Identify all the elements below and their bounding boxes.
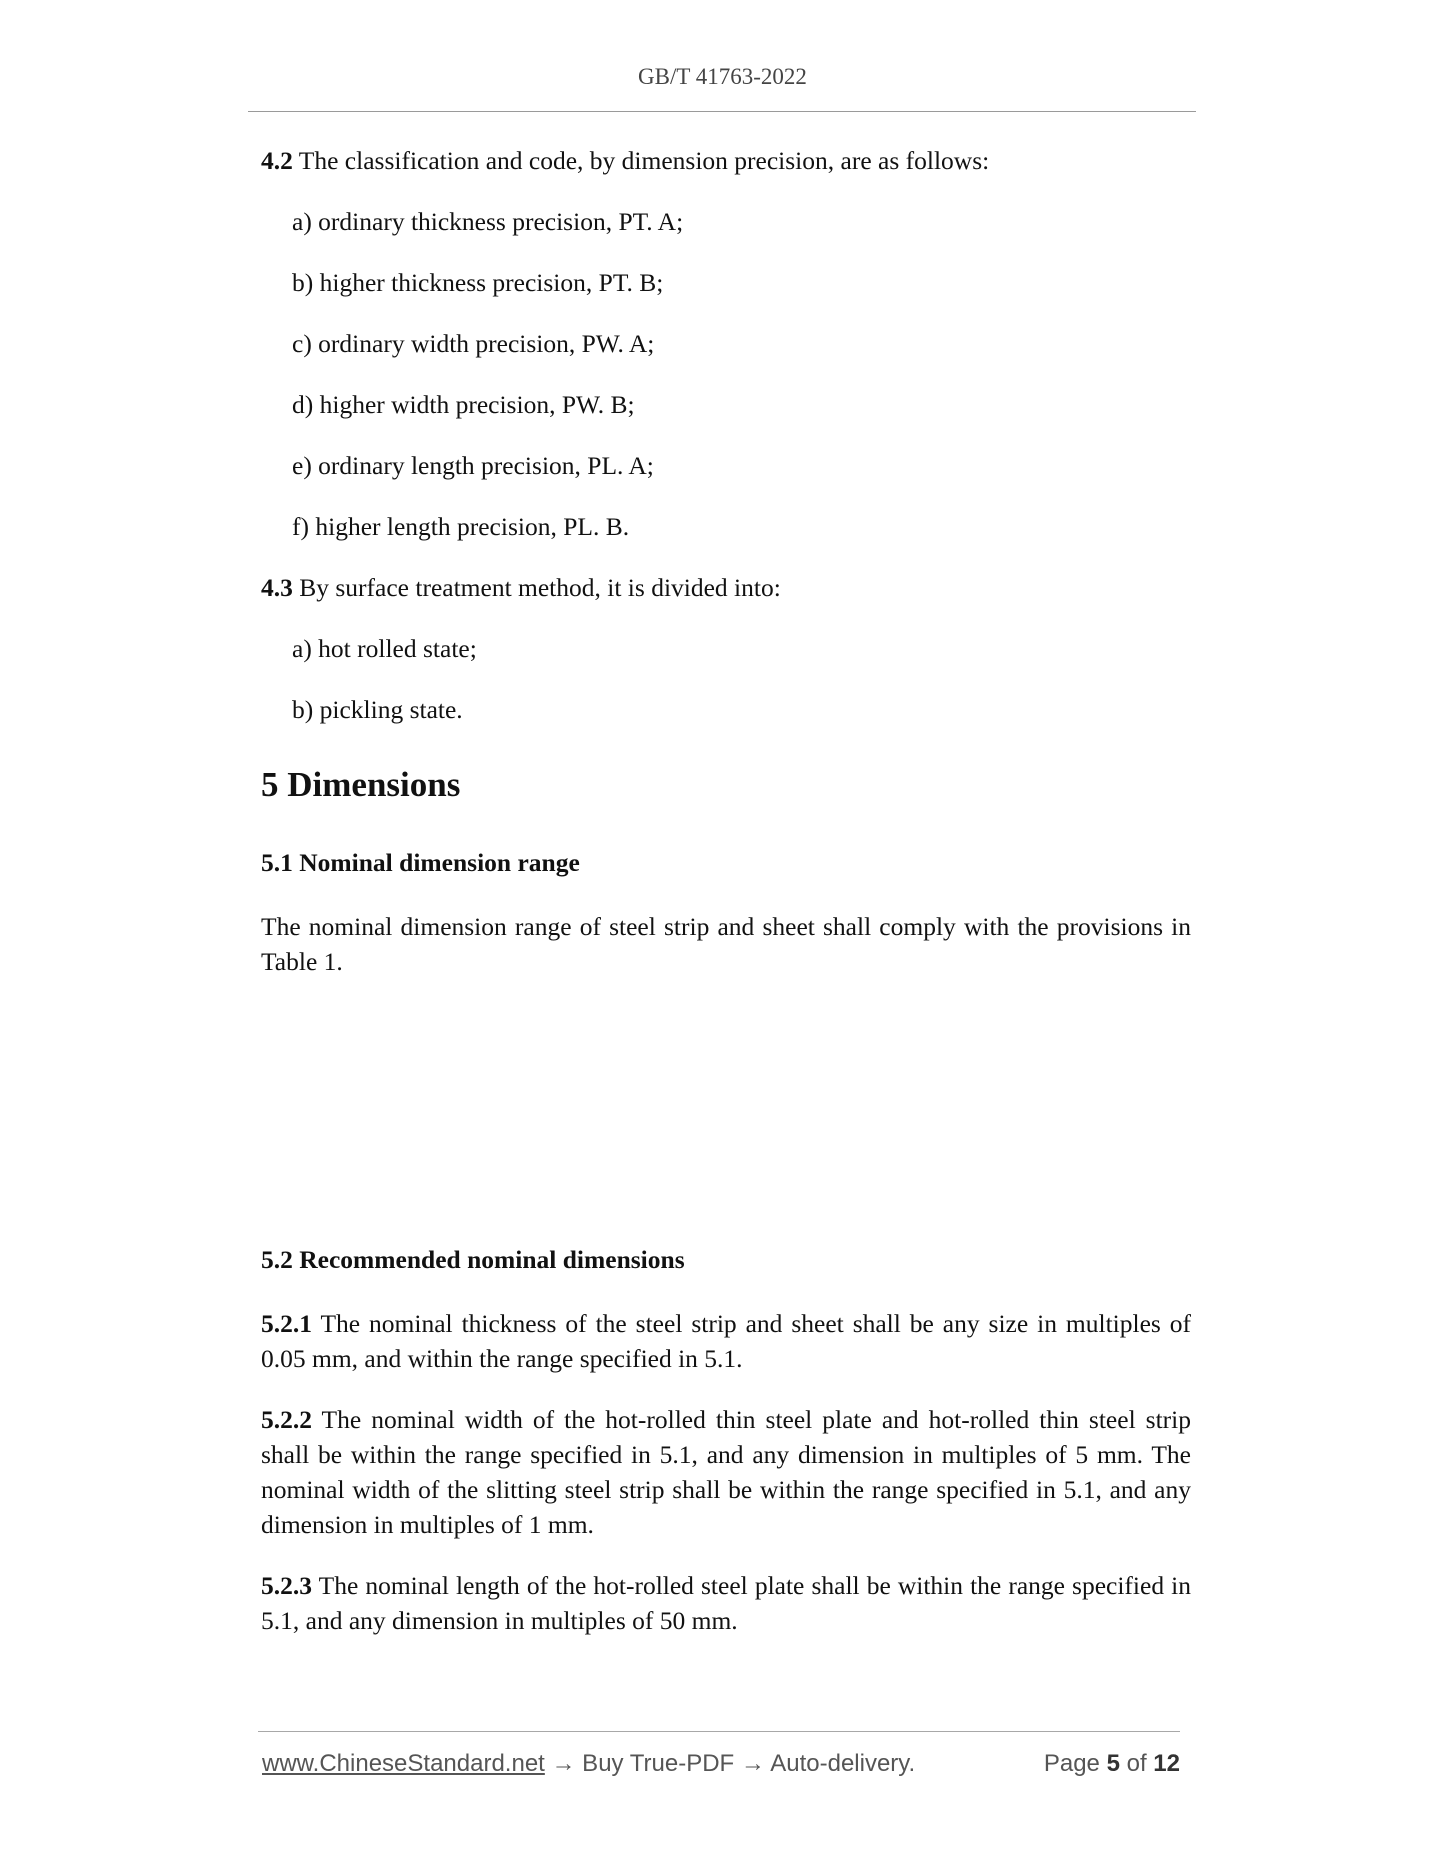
list-item: c) ordinary width precision, PW. A; [292, 329, 655, 358]
page-total: 12 [1153, 1750, 1180, 1777]
page-number: 5 [1106, 1750, 1120, 1777]
clause-4-3 [261, 570, 1191, 605]
clause-text: The nominal width of the hot-rolled thin steel plate and hot-rolled thin steel strip shall be within the range specified in 5.1, and any dimension in multiples of 5 mm. The nominal width of the slitting steel strip shall be within the range specified in 5.1, and any dimension in multiples of 1 mm. [261, 1405, 1191, 1539]
clause-number: 5.2.1 [261, 1309, 312, 1338]
list-item: d) higher width precision, PW. B; [292, 390, 635, 419]
clause-text: By surface treatment method, it is divided into: [292, 573, 781, 602]
page-indicator [1044, 1750, 1180, 1778]
list-item: a) ordinary thickness precision, PT. A; [292, 207, 684, 236]
delivery-text: Auto-delivery. [770, 1750, 916, 1777]
list-item: e) ordinary length precision, PL. A; [292, 451, 654, 480]
clause-4-2 [261, 143, 1191, 178]
paragraph: The nominal dimension range of steel strip and sheet shall comply with the provisions in Table 1. [261, 912, 1191, 976]
clause-number: 4.3 [261, 573, 293, 602]
clause-number: 5.2.2 [261, 1405, 312, 1434]
page-footer [262, 1750, 1180, 1780]
clause-5-2-2 [261, 1402, 1191, 1542]
list-item: f) higher length precision, PL. B. [292, 512, 630, 541]
website-link[interactable]: www.ChineseStandard.net [262, 1750, 545, 1777]
clause-number: 4.2 [261, 146, 293, 175]
clause-text: The classification and code, by dimension precision, are as follows: [292, 146, 990, 175]
of-label: of [1126, 1750, 1147, 1777]
clause-text: The nominal thickness of the steel strip and sheet shall be any size in multiples of 0.05 mm, and within the range specified in 5.1. [261, 1309, 1191, 1373]
list-item: b) pickling state. [292, 695, 463, 724]
footer-rule [258, 1731, 1180, 1732]
header-rule [248, 111, 1196, 112]
footer-promo [262, 1750, 915, 1778]
clause-text: The nominal length of the hot-rolled steel plate shall be within the range specified in 5.1, and any dimension in multiples of 50 mm. [261, 1571, 1191, 1635]
page-header: GB/T 41763-2022 [638, 64, 807, 89]
section-heading: 5 Dimensions [261, 765, 461, 804]
subsection-heading: 5.1 Nominal dimension range [261, 848, 580, 877]
clause-number: 5.2.3 [261, 1571, 312, 1600]
clause-5-2-1 [261, 1306, 1191, 1376]
buy-text: → Buy True-PDF → [544, 1750, 771, 1777]
list-item: b) higher thickness precision, PT. B; [292, 268, 664, 297]
list-item: a) hot rolled state; [292, 634, 477, 663]
subsection-heading: 5.2 Recommended nominal dimensions [261, 1245, 685, 1274]
page-label: Page [1043, 1750, 1100, 1777]
clause-5-2-3 [261, 1568, 1191, 1638]
